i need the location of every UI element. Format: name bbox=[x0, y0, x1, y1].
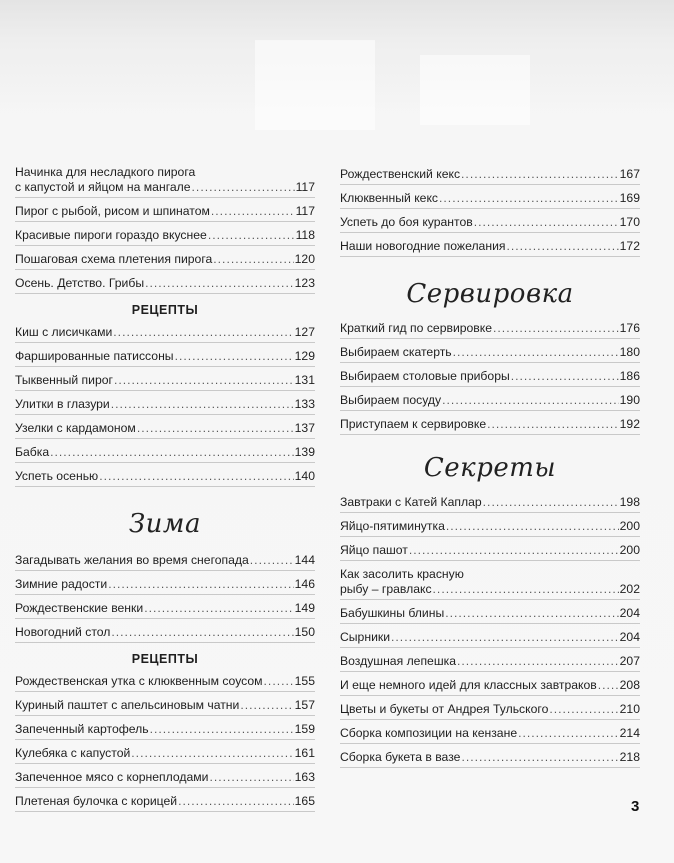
dot-leader bbox=[240, 698, 293, 713]
toc-entry-page: 180 bbox=[619, 345, 640, 359]
toc-entry-title: Краткий гид по сервировке bbox=[340, 321, 493, 335]
toc-entry-page: 118 bbox=[295, 228, 315, 242]
toc-entry-title: Успеть до боя курантов bbox=[340, 215, 473, 229]
toc-entry-title: Кулебяка с капустой bbox=[15, 746, 131, 760]
dot-leader bbox=[178, 794, 294, 809]
dot-leader bbox=[549, 702, 618, 717]
toc-entry-page: 146 bbox=[294, 577, 315, 591]
dot-leader bbox=[439, 191, 619, 206]
toc-entry[interactable] bbox=[340, 567, 640, 600]
dot-leader bbox=[598, 678, 619, 693]
toc-entry[interactable] bbox=[340, 393, 640, 411]
dot-leader bbox=[461, 167, 619, 182]
toc-entry-title: Сборка букета в вазе bbox=[340, 750, 461, 764]
toc-entry-title: Красивые пироги гораздо вкуснее bbox=[15, 228, 207, 242]
toc-entry-title: Пирог с рыбой, рисом и шпинатом bbox=[15, 204, 210, 218]
toc-group bbox=[15, 165, 315, 294]
toc-entry-title: Рождественский кекс bbox=[340, 167, 461, 181]
dot-leader bbox=[511, 369, 619, 384]
toc-entry[interactable] bbox=[340, 495, 640, 513]
toc-entry-title: Осень. Детство. Грибы bbox=[15, 276, 145, 290]
toc-entry-page: 165 bbox=[294, 794, 315, 808]
toc-entry-page: 161 bbox=[294, 746, 315, 760]
dot-leader bbox=[111, 625, 293, 640]
toc-entry-page: 129 bbox=[294, 349, 315, 363]
toc-entry[interactable] bbox=[340, 606, 640, 624]
toc-entry-page: 208 bbox=[619, 678, 640, 692]
dot-leader bbox=[264, 674, 294, 689]
toc-entry-page: 155 bbox=[294, 674, 315, 688]
toc-entry-page: 117 bbox=[295, 180, 315, 194]
toc-entry-title: Как засолить красную bbox=[340, 567, 464, 581]
toc-entry[interactable] bbox=[15, 252, 315, 270]
toc-entry-title: Клюквенный кекс bbox=[340, 191, 439, 205]
toc-entry-page: 204 bbox=[619, 606, 640, 620]
toc-group bbox=[340, 167, 640, 257]
toc-entry[interactable] bbox=[340, 417, 640, 435]
toc-entry[interactable] bbox=[15, 276, 315, 294]
dot-leader bbox=[391, 630, 619, 645]
toc-entry[interactable] bbox=[15, 553, 315, 571]
toc-entry[interactable] bbox=[15, 698, 315, 716]
dot-leader bbox=[137, 421, 294, 436]
toc-entry-page: 150 bbox=[294, 625, 315, 639]
toc-entry[interactable] bbox=[340, 239, 640, 257]
toc-entry-title: Бабка bbox=[15, 445, 50, 459]
toc-entry[interactable] bbox=[340, 167, 640, 185]
dot-leader bbox=[457, 654, 619, 669]
toc-entry-page: 207 bbox=[619, 654, 640, 668]
section-title-serving: Сервировка bbox=[406, 279, 574, 309]
toc-entry-title: Зимние радости bbox=[15, 577, 108, 591]
dot-leader bbox=[192, 180, 295, 195]
toc-entry-page: 159 bbox=[294, 722, 315, 736]
toc-entry[interactable] bbox=[15, 794, 315, 812]
toc-entry[interactable] bbox=[340, 369, 640, 387]
toc-entry-title: Загадывать желания во время снегопада bbox=[15, 553, 249, 567]
toc-entry-page: 133 bbox=[294, 397, 315, 411]
toc-entry-title: Новогодний стол bbox=[15, 625, 111, 639]
dot-leader bbox=[209, 770, 293, 785]
toc-entry-page: 210 bbox=[619, 702, 640, 716]
toc-entry-title: Воздушная лепешка bbox=[340, 654, 456, 668]
dot-leader bbox=[99, 469, 293, 484]
toc-entry[interactable] bbox=[15, 601, 315, 619]
dot-leader bbox=[175, 349, 294, 364]
section-title-winter: Зима bbox=[128, 509, 201, 539]
dot-leader bbox=[114, 373, 294, 388]
dot-leader bbox=[518, 726, 619, 741]
toc-entry-title: Рождественские венки bbox=[15, 601, 144, 615]
dot-leader bbox=[409, 543, 619, 558]
toc-entry-title: Пошаговая схема плетения пирога bbox=[15, 252, 213, 266]
toc-entry-page: 176 bbox=[619, 321, 640, 335]
toc-group bbox=[15, 674, 315, 812]
toc-entry-title: Сырники bbox=[340, 630, 391, 644]
dot-leader bbox=[445, 606, 618, 621]
toc-entry-page: 170 bbox=[619, 215, 640, 229]
toc-entry-page: 139 bbox=[294, 445, 315, 459]
toc-entry[interactable] bbox=[340, 678, 640, 696]
toc-entry-title: Улитки в глазури bbox=[15, 397, 110, 411]
show-through-block bbox=[255, 40, 375, 130]
toc-entry-page: 214 bbox=[619, 726, 640, 740]
toc-entry-page: 120 bbox=[294, 252, 315, 266]
toc-entry-title: Бабушкины блины bbox=[340, 606, 445, 620]
toc-entry-title: Цветы и букеты от Андрея Тульского bbox=[340, 702, 549, 716]
dot-leader bbox=[487, 417, 619, 432]
toc-entry[interactable] bbox=[15, 228, 315, 246]
toc-entry-page: 218 bbox=[619, 750, 640, 764]
dot-leader bbox=[453, 345, 619, 360]
toc-entry-title: рыбу – гравлакс bbox=[340, 582, 432, 596]
dot-leader bbox=[442, 393, 619, 408]
toc-entry[interactable] bbox=[340, 215, 640, 233]
section-title-secrets: Секреты bbox=[423, 453, 557, 483]
toc-entry[interactable] bbox=[340, 191, 640, 209]
toc-entry[interactable] bbox=[340, 630, 640, 648]
toc-entry-page: 157 bbox=[294, 698, 315, 712]
toc-entry-page: 169 bbox=[619, 191, 640, 205]
recipes-heading: РЕЦЕПТЫ bbox=[131, 652, 199, 666]
toc-entry-page: 190 bbox=[619, 393, 640, 407]
recipes-heading: РЕЦЕПТЫ bbox=[131, 303, 199, 317]
toc-entry-page: 123 bbox=[294, 276, 315, 290]
dot-leader bbox=[113, 325, 293, 340]
toc-entry-page: 144 bbox=[294, 553, 315, 567]
toc-entry[interactable] bbox=[15, 421, 315, 439]
toc-entry-title: Запеченный картофель bbox=[15, 722, 149, 736]
dot-leader bbox=[208, 228, 295, 243]
toc-entry-title: Завтраки с Катей Каплар bbox=[340, 495, 482, 509]
toc-entry[interactable] bbox=[15, 722, 315, 740]
toc-entry-title: И еще немного идей для классных завтраков bbox=[340, 678, 597, 692]
toc-entry-title: Фаршированные патиссоны bbox=[15, 349, 174, 363]
toc-entry-title: Плетеная булочка с корицей bbox=[15, 794, 178, 808]
toc-entry[interactable] bbox=[340, 321, 640, 339]
page-number: 3 bbox=[631, 798, 640, 815]
toc-right-column bbox=[340, 167, 640, 774]
dot-leader bbox=[108, 577, 293, 592]
toc-entry-page: 131 bbox=[294, 373, 315, 387]
toc-group bbox=[15, 553, 315, 643]
toc-left-column bbox=[15, 165, 315, 818]
toc-entry[interactable] bbox=[15, 445, 315, 463]
dot-leader bbox=[446, 519, 619, 534]
toc-entry[interactable] bbox=[15, 349, 315, 367]
toc-entry[interactable] bbox=[340, 750, 640, 768]
dot-leader bbox=[150, 722, 294, 737]
dot-leader bbox=[433, 582, 619, 597]
toc-entry-title: Выбираем столовые приборы bbox=[340, 369, 510, 383]
show-through-block bbox=[420, 55, 530, 125]
toc-entry-page: 137 bbox=[294, 421, 315, 435]
toc-entry[interactable] bbox=[340, 726, 640, 744]
dot-leader bbox=[250, 553, 294, 568]
toc-entry[interactable] bbox=[340, 702, 640, 720]
toc-entry-page: 192 bbox=[619, 417, 640, 431]
toc-entry-title: Киш с лисичками bbox=[15, 325, 113, 339]
dot-leader bbox=[144, 601, 293, 616]
dot-leader bbox=[50, 445, 294, 460]
dot-leader bbox=[211, 204, 295, 219]
toc-entry-title: Узелки с кардамоном bbox=[15, 421, 136, 435]
toc-entry-page: 198 bbox=[619, 495, 640, 509]
toc-entry-title: Выбираем скатерть bbox=[340, 345, 452, 359]
toc-entry[interactable] bbox=[15, 625, 315, 643]
toc-entry[interactable] bbox=[15, 325, 315, 343]
toc-entry[interactable] bbox=[15, 204, 315, 222]
toc-entry-page: 127 bbox=[294, 325, 315, 339]
toc-entry-page: 167 bbox=[619, 167, 640, 181]
dot-leader bbox=[111, 397, 294, 412]
dot-leader bbox=[145, 276, 294, 291]
toc-entry[interactable] bbox=[15, 165, 315, 198]
toc-entry-page: 204 bbox=[619, 630, 640, 644]
dot-leader bbox=[213, 252, 293, 267]
toc-group bbox=[15, 325, 315, 487]
toc-entry[interactable] bbox=[15, 770, 315, 788]
toc-entry-title: Тыквенный пирог bbox=[15, 373, 113, 387]
toc-group bbox=[340, 495, 640, 768]
toc-entry[interactable] bbox=[340, 543, 640, 561]
toc-entry-title: Яйцо-пятиминутка bbox=[340, 519, 445, 533]
toc-entry-page: 149 bbox=[294, 601, 315, 615]
toc-entry-page: 163 bbox=[294, 770, 315, 784]
toc-entry[interactable] bbox=[15, 397, 315, 415]
toc-entry-title: Приступаем к сервировке bbox=[340, 417, 487, 431]
toc-entry-page: 140 bbox=[294, 469, 315, 483]
dot-leader bbox=[131, 746, 293, 761]
toc-entry[interactable] bbox=[15, 577, 315, 595]
toc-entry-page: 186 bbox=[619, 369, 640, 383]
dot-leader bbox=[506, 239, 618, 254]
toc-group bbox=[340, 321, 640, 435]
toc-entry[interactable] bbox=[340, 345, 640, 363]
toc-entry-title: с капустой и яйцом на мангале bbox=[15, 180, 191, 194]
dot-leader bbox=[461, 750, 618, 765]
toc-entry[interactable] bbox=[15, 674, 315, 692]
toc-entry[interactable] bbox=[15, 469, 315, 487]
toc-entry-title: Наши новогодние пожелания bbox=[340, 239, 506, 253]
dot-leader bbox=[474, 215, 619, 230]
toc-entry-page: 172 bbox=[619, 239, 640, 253]
toc-entry-title: Яйцо пашот bbox=[340, 543, 408, 557]
toc-entry-title: Запеченное мясо с корнеплодами bbox=[15, 770, 209, 784]
toc-entry[interactable] bbox=[15, 746, 315, 764]
toc-entry-title: Начинка для несладкого пирога bbox=[15, 165, 196, 179]
toc-entry-title: Сборка композиции на кензане bbox=[340, 726, 518, 740]
toc-entry-title: Успеть осенью bbox=[15, 469, 99, 483]
toc-entry[interactable] bbox=[340, 519, 640, 537]
toc-entry-title: Рождественская утка с клюквенным соусом bbox=[15, 674, 263, 688]
toc-entry[interactable] bbox=[340, 654, 640, 672]
toc-entry-page: 200 bbox=[619, 519, 640, 533]
toc-entry[interactable] bbox=[15, 373, 315, 391]
dot-leader bbox=[483, 495, 619, 510]
toc-entry-page: 202 bbox=[619, 582, 640, 596]
toc-entry-title: Куриный паштет с апельсиновым чатни bbox=[15, 698, 240, 712]
toc-entry-page: 117 bbox=[295, 204, 315, 218]
toc-entry-page: 200 bbox=[619, 543, 640, 557]
toc-entry-title: Выбираем посуду bbox=[340, 393, 442, 407]
dot-leader bbox=[493, 321, 619, 336]
